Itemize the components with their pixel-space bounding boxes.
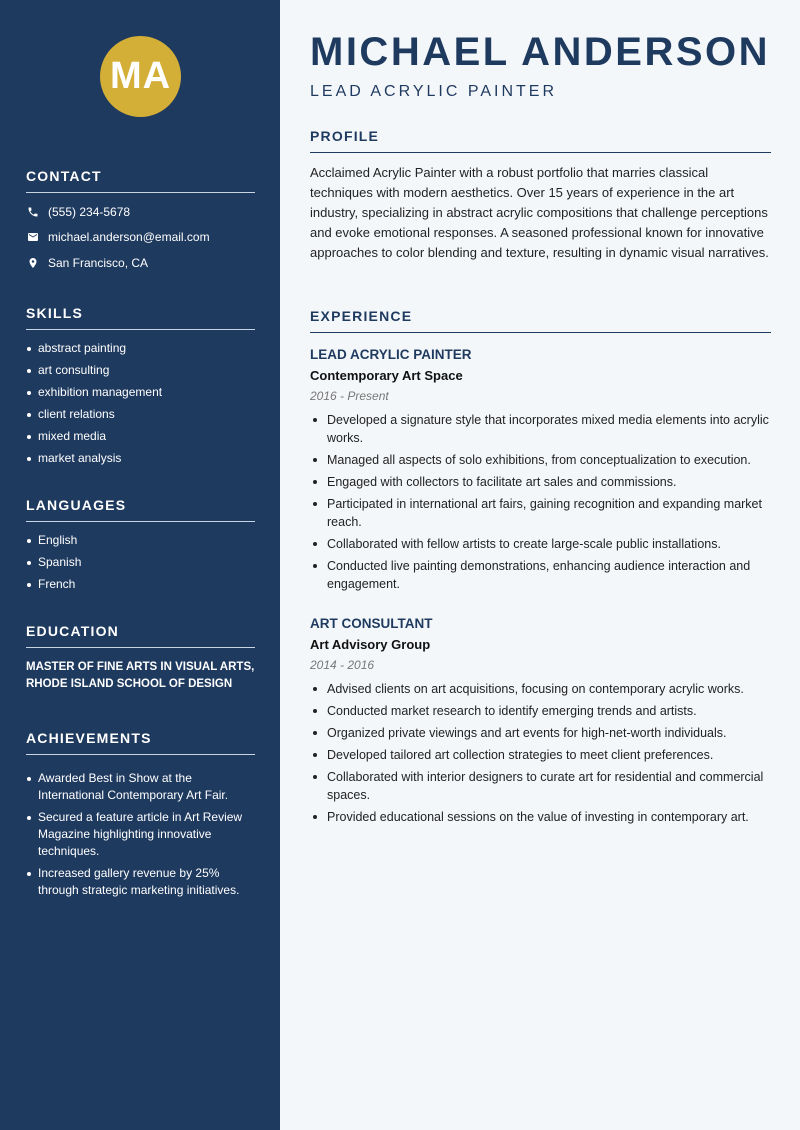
job-bullets (310, 680, 771, 826)
location-pin-icon (26, 256, 39, 269)
achievement-item: Increased gallery revenue by 25% through strategic marketing initiatives. (26, 865, 255, 899)
job-entry (310, 616, 771, 830)
job-company: Art Advisory Group (310, 637, 431, 652)
achievement-item: Secured a feature article in Art Review Magazine highlighting innovative techniques. (26, 809, 255, 860)
job-bullet: Collaborated with interior designers to curate art for residential and commercial spaces. (310, 768, 771, 804)
job-title: LEAD ACRYLIC PAINTER (310, 347, 472, 362)
skill-item: client relations (26, 406, 255, 423)
profile-heading: PROFILE (310, 128, 771, 153)
language-item: English (26, 532, 255, 549)
job-bullets (310, 411, 771, 593)
achievements-heading: ACHIEVEMENTS (26, 730, 255, 755)
job-bullet: Developed a signature style that incorporates mixed media elements into acrylic works. (310, 411, 771, 447)
job-bullet: Participated in international art fairs, gaining recognition and expanding market reach. (310, 495, 771, 531)
job-bullet: Organized private viewings and art events for high-net-worth individuals. (310, 724, 771, 742)
job-dates: 2014 - 2016 (310, 658, 375, 672)
contact-heading: CONTACT (26, 168, 255, 193)
skills-list (26, 340, 255, 467)
skill-item: mixed media (26, 428, 255, 445)
candidate-title: LEAD ACRYLIC PAINTER (310, 83, 558, 100)
job-bullet: Collaborated with fellow artists to create large-scale public installations. (310, 535, 771, 553)
achievement-item: Awarded Best in Show at the International Contemporary Art Fair. (26, 770, 255, 804)
skill-item: abstract painting (26, 340, 255, 357)
job-bullet: Engaged with collectors to facilitate art sales and commissions. (310, 473, 771, 491)
achievements-section (26, 730, 255, 904)
avatar: MA (100, 36, 181, 117)
skills-section (26, 305, 255, 472)
languages-heading: LANGUAGES (26, 497, 255, 522)
candidate-name: MICHAEL ANDERSON (310, 30, 771, 74)
job-bullet: Conducted live painting demonstrations, enhancing audience interaction and engagement. (310, 557, 771, 593)
job-bullet: Conducted market research to identify emerging trends and artists. (310, 702, 771, 720)
job-bullet: Advised clients on art acquisitions, focusing on contemporary acrylic works. (310, 680, 771, 698)
contact-location (26, 250, 255, 276)
achievements-list (26, 770, 255, 899)
sidebar (0, 0, 280, 1130)
contact-location-text: San Francisco, CA (48, 255, 149, 270)
contact-section (26, 168, 255, 276)
contact-phone[interactable] (26, 199, 255, 225)
language-item: French (26, 576, 255, 593)
job-company: Contemporary Art Space (310, 368, 463, 383)
job-bullet: Managed all aspects of solo exhibitions, from conceptualization to execution. (310, 451, 771, 469)
contact-email[interactable] (26, 225, 255, 251)
skill-item: art consulting (26, 362, 255, 379)
job-title: ART CONSULTANT (310, 616, 433, 631)
job-entry (310, 347, 771, 597)
skills-heading: SKILLS (26, 305, 255, 330)
contact-email-text: michael.anderson@email.com (48, 230, 210, 245)
phone-icon (26, 205, 39, 218)
skill-item: exhibition management (26, 384, 255, 401)
languages-section (26, 497, 255, 598)
education-degree: MASTER OF FINE ARTS IN VISUAL ARTS, RHODE ISLAND SCHOOL OF DESIGN (26, 661, 255, 690)
mail-icon (26, 231, 39, 244)
education-section (26, 623, 255, 693)
job-dates: 2016 - Present (310, 389, 389, 403)
skill-item: market analysis (26, 450, 255, 467)
profile-text: Acclaimed Acrylic Painter with a robust portfolio that marries classical techniques with modern aesthetics. Over 15 years of experience in the art industry, specializing in abstract acrylic compositions that challenge perceptions and evoke emotional responses. A seasoned professional known for innovative approaches to color blending and texture, resulting in dynamic visual narratives. (310, 165, 769, 260)
language-item: Spanish (26, 554, 255, 571)
languages-list (26, 532, 255, 593)
experience-heading: EXPERIENCE (310, 308, 771, 333)
job-bullet: Developed tailored art collection strategies to meet client preferences. (310, 746, 771, 764)
education-heading: EDUCATION (26, 623, 255, 648)
contact-phone-text: (555) 234-5678 (48, 204, 131, 219)
job-bullet: Provided educational sessions on the value of investing in contemporary art. (310, 808, 771, 826)
